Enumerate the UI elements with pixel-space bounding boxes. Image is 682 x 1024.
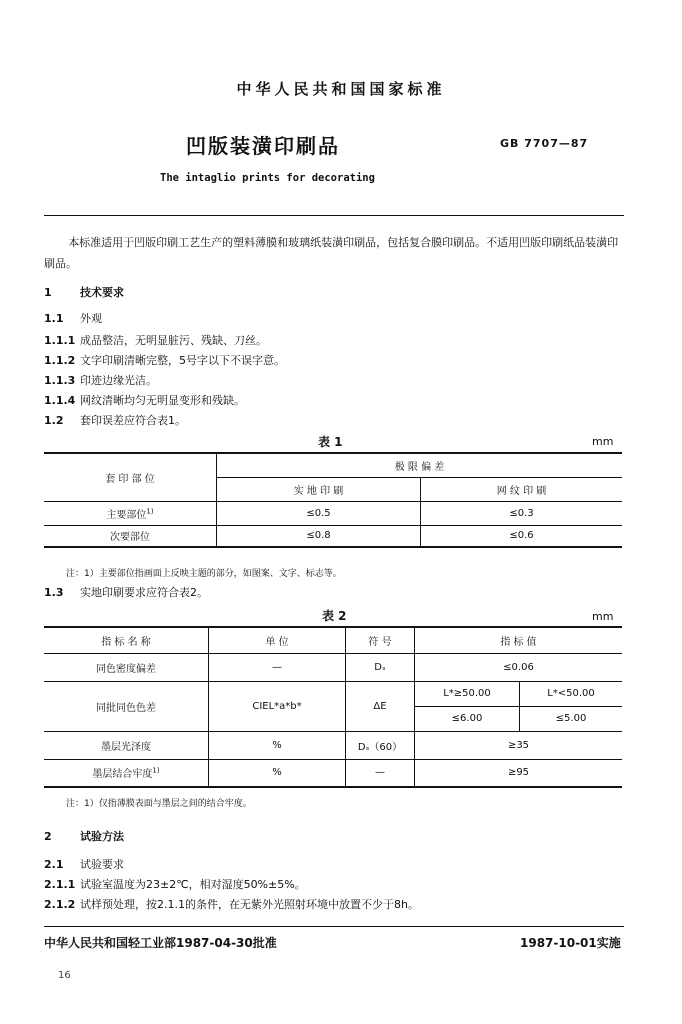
- table-row: [44, 759, 622, 787]
- clause-number: 1.3: [44, 586, 64, 599]
- table-1-caption: 表 1: [318, 435, 343, 449]
- table-2-header-value: 指 标 值: [415, 627, 623, 653]
- table-1-cell-part: 次要部位: [44, 525, 217, 547]
- clause-text: 网纹清晰均匀无明显变形和残缺。: [80, 394, 245, 407]
- table-row: [44, 501, 622, 525]
- clause-text: 文字印刷清晰完整，5号字以下不误字意。: [80, 354, 285, 367]
- footer-rule: [44, 926, 624, 927]
- table-row: [44, 731, 622, 759]
- table-2-cell-value-high: ≤6.00: [415, 706, 520, 731]
- table-1-cell-mesh: ≤0.6: [421, 525, 623, 547]
- clause-number: 1.1.2: [44, 354, 76, 367]
- approval-line: 中华人民共和国轻工业部1987-04-30批准: [44, 936, 277, 950]
- clause-1-1-4: [44, 392, 245, 408]
- table-2-cell-unit: %: [209, 759, 346, 787]
- table-2-header-symbol: 符 号: [346, 627, 415, 653]
- clause-number: 2.1.1: [44, 878, 76, 891]
- table-1-header-solid: 实 地 印 刷: [217, 477, 421, 501]
- clause-number: 1.1.4: [44, 394, 76, 407]
- clause-text: 试样预处理，按2.1.1的条件，在无紫外光照射环境中放置不少于8h。: [80, 898, 419, 911]
- standard-code: GB 7707—87: [500, 137, 589, 150]
- table-2-caption: 表 2: [322, 609, 347, 623]
- table-2-cell-value-low: ≤5.00: [520, 706, 623, 731]
- intro-paragraph: [44, 232, 624, 274]
- clause-number: 1.1.3: [44, 374, 76, 387]
- clause-number: 2.1: [44, 858, 64, 871]
- clause-number: 1.1.1: [44, 334, 76, 347]
- table-2-unit: mm: [592, 610, 614, 623]
- clause-1-3: [44, 584, 208, 600]
- table-1-header-part: 套 印 部 位: [44, 453, 217, 501]
- section-title: 试验方法: [80, 830, 124, 843]
- table-row: [44, 681, 622, 706]
- table-2-cell-condition-low: L*<50.00: [520, 681, 623, 706]
- clause-2-1-2: [44, 896, 419, 912]
- table-1: [44, 452, 622, 548]
- table-row: [44, 653, 622, 681]
- clause-1-2: [44, 412, 186, 428]
- table-2-cell-unit: CIEL*a*b*: [209, 681, 346, 731]
- intro-text: 本标准适用于凹版印刷工艺生产的塑料薄膜和玻璃纸装潢印刷品，包括复合膜印刷品。不适用凹版印刷纸品装潢印刷品。: [44, 236, 619, 270]
- english-title: The intaglio prints for decorating: [160, 172, 375, 184]
- table-2-cell-name: 墨层光泽度: [44, 731, 209, 759]
- issuing-body: 中华人民共和国国家标准: [236, 80, 446, 98]
- clause-text: 外观: [80, 312, 102, 325]
- table-2-cell-condition-high: L*≥50.00: [415, 681, 520, 706]
- table-2-cell-symbol: ΔE: [346, 681, 415, 731]
- effective-date: 1987-10-01实施: [520, 936, 621, 950]
- table-2: [44, 626, 622, 788]
- clause-text: 试验室温度为23±2℃，相对湿度50%±5%。: [80, 878, 306, 891]
- table-1-unit: mm: [592, 435, 614, 448]
- clause-text: 成品整洁，无明显脏污、残缺、刀丝。: [80, 334, 267, 347]
- clause-2-1-1: [44, 876, 306, 892]
- table-1-cell-solid: ≤0.5: [217, 501, 421, 525]
- table-2-cell-value: ≥95: [415, 759, 623, 787]
- table-1-cell-solid: ≤0.8: [217, 525, 421, 547]
- table-2-header-unit: 单 位: [209, 627, 346, 653]
- clause-text: 实地印刷要求应符合表2。: [80, 586, 208, 599]
- table-row: [44, 525, 622, 547]
- clause-2-1: [44, 856, 124, 872]
- clause-1-1-1: [44, 332, 267, 348]
- section-1-heading: [44, 284, 124, 300]
- header-rule: [44, 215, 624, 216]
- table-2-cell-value: ≤0.06: [415, 653, 623, 681]
- table-1-note: 注：1）主要部位指画面上反映主题的部分，如图案、文字、标志等。: [66, 569, 342, 579]
- table-2-cell-value: ≥35: [415, 731, 623, 759]
- table-1-header-group: 极 限 偏 差: [217, 453, 623, 477]
- section-2-heading: [44, 828, 124, 844]
- document-title: 凹版装潢印刷品: [186, 134, 340, 158]
- table-2-cell-name: 同批同色色差: [44, 681, 209, 731]
- clause-text: 试验要求: [80, 858, 124, 871]
- table-2-cell-name: 墨层结合牢度$^{1)}$: [44, 759, 209, 787]
- table-2-header-name: 指 标 名 称: [44, 627, 209, 653]
- table-1-cell-part: 主要部位$^{1)}$: [44, 501, 217, 525]
- table-2-cell-symbol: Dₛ: [346, 653, 415, 681]
- clause-1-1-3: [44, 372, 157, 388]
- table-2-cell-symbol: Dₛ（60）: [346, 731, 415, 759]
- clause-number: 1.1: [44, 312, 64, 325]
- section-number: 1: [44, 286, 52, 299]
- clause-number: 2.1.2: [44, 898, 76, 911]
- clause-text: 印迹边缘光洁。: [80, 374, 157, 387]
- table-2-note: 注：1）仅指薄膜表面与墨层之间的结合牢度。: [66, 799, 252, 809]
- table-2-cell-symbol: —: [346, 759, 415, 787]
- section-title: 技术要求: [80, 286, 124, 299]
- clause-text: 套印误差应符合表1。: [80, 414, 186, 427]
- clause-1-1-2: [44, 352, 285, 368]
- clause-number: 1.2: [44, 414, 64, 427]
- table-2-cell-unit: —: [209, 653, 346, 681]
- clause-1-1: [44, 310, 102, 326]
- table-1-cell-mesh: ≤0.3: [421, 501, 623, 525]
- section-number: 2: [44, 830, 52, 843]
- page-number: 16: [58, 970, 71, 981]
- table-2-cell-name: 同色密度偏差: [44, 653, 209, 681]
- table-2-cell-unit: %: [209, 731, 346, 759]
- table-1-header-mesh: 网 纹 印 刷: [421, 477, 623, 501]
